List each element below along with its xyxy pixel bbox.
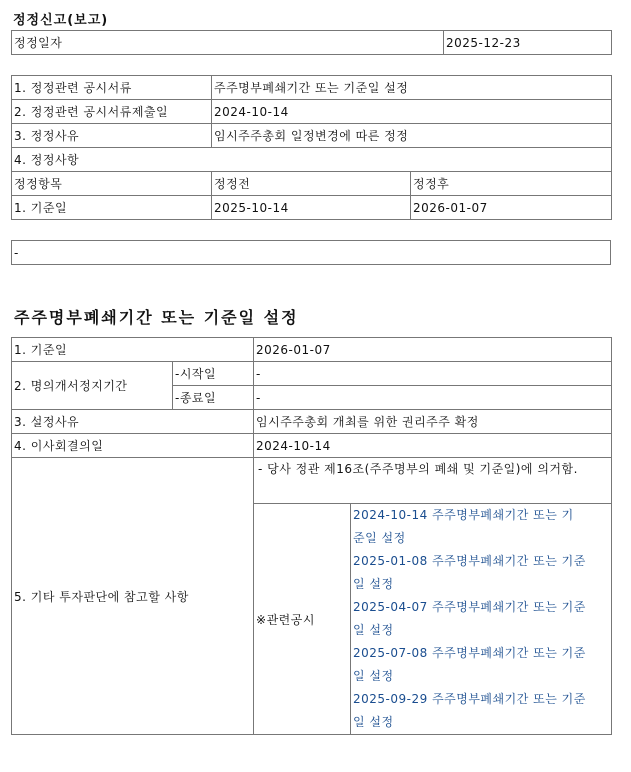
note-box-text: -: [12, 241, 611, 265]
correction-date-table: [11, 30, 612, 55]
related-disclosure-line: 일 설정: [353, 715, 394, 729]
setting-reason-label: 3. 설정사유: [12, 410, 254, 434]
related-document-date-label: 2. 정정관련 공시서류제출일: [12, 100, 212, 124]
section-title: 주주명부폐쇄기간 또는 기준일 설정: [14, 308, 299, 327]
note-box: [11, 240, 611, 265]
column-header-before: 정정전: [212, 172, 411, 196]
other-info-label: 5. 기타 투자판단에 참고할 사항: [12, 458, 254, 735]
report-title: 정정신고(보고): [13, 13, 109, 28]
suspension-end-value: -: [254, 386, 612, 410]
suspension-start-value: -: [254, 362, 612, 386]
related-disclosure-line: 일 설정: [353, 577, 394, 591]
column-header-after: 정정후: [411, 172, 612, 196]
correction-after: 2026-01-07: [411, 196, 612, 220]
record-date-value: 2026-01-07: [254, 338, 612, 362]
suspension-start-label: -시작일: [173, 362, 254, 386]
related-disclosure-line: 2024-10-14 주주명부폐쇄기간 또는 기: [353, 508, 574, 522]
record-date-label: 1. 기준일: [12, 338, 254, 362]
related-disclosures-label: ※관련공시: [254, 504, 351, 735]
correction-reason-label: 3. 정정사유: [12, 124, 212, 148]
related-disclosure-line: 준일 설정: [353, 531, 406, 545]
correction-date-value: 2025-12-23: [444, 31, 612, 55]
related-disclosure-line: 2025-01-08 주주명부폐쇄기간 또는 기준: [353, 554, 586, 568]
correction-item: 1. 기준일: [12, 196, 212, 220]
correction-before: 2025-10-14: [212, 196, 411, 220]
correction-reason-value: 임시주주총회 일정변경에 따른 정정: [212, 124, 612, 148]
related-disclosures-list: [351, 504, 612, 735]
related-document-label: 1. 정정관련 공시서류: [12, 76, 212, 100]
related-disclosure-line: 2025-09-29 주주명부폐쇄기간 또는 기준: [353, 692, 586, 706]
record-date-table: [11, 337, 612, 735]
correction-items-label: 4. 정정사항: [12, 148, 612, 172]
suspension-period-label: 2. 명의개서정지기간: [12, 362, 173, 410]
column-header-item: 정정항목: [12, 172, 212, 196]
correction-date-label: 정정일자: [12, 31, 444, 55]
articles-note: - 당사 정관 제16조(주주명부의 폐쇄 및 기준일)에 의거함.: [254, 458, 612, 504]
related-disclosure-line: 2025-04-07 주주명부폐쇄기간 또는 기준: [353, 600, 586, 614]
correction-detail-table: [11, 75, 612, 220]
board-resolution-date-label: 4. 이사회결의일: [12, 434, 254, 458]
board-resolution-date-value: 2024-10-14: [254, 434, 612, 458]
related-document-value: 주주명부폐쇄기간 또는 기준일 설정: [212, 76, 612, 100]
related-document-date-value: 2024-10-14: [212, 100, 612, 124]
related-disclosure-line: 일 설정: [353, 669, 394, 683]
related-disclosure-line: 2025-07-08 주주명부폐쇄기간 또는 기준: [353, 646, 586, 660]
suspension-end-label: -종료일: [173, 386, 254, 410]
related-disclosure-line: 일 설정: [353, 623, 394, 637]
setting-reason-value: 임시주주총회 개최를 위한 권리주주 확정: [254, 410, 612, 434]
